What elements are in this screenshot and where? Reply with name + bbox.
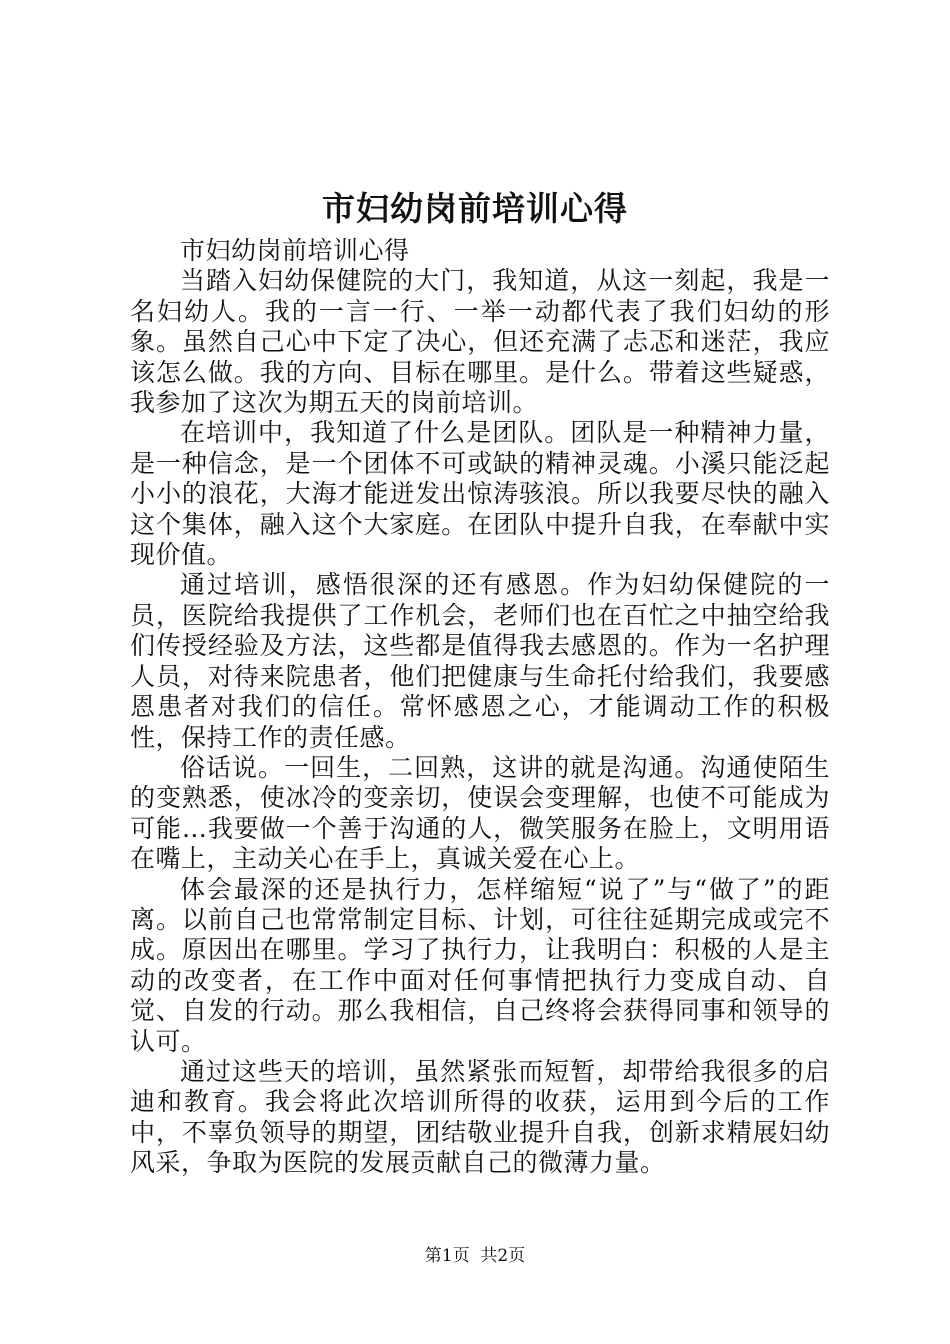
document-body xyxy=(130,236,830,1179)
paragraph: 通过培训，感悟很深的还有感恩。作为妇幼保健院的一员，医院给我提供了工作机会，老师们也在百忙之中抽空给我们传授经验及方法，这些都是值得我去感恩的。作为一名护理人员，对待来院患者，他们把健康与生命托付给我们，我要感恩患者对我们的信任。常怀感恩之心，才能调动工作的积极性，保持工作的责任感。 xyxy=(130,570,830,752)
paragraph-subtitle: 市妇幼岗前培训心得 xyxy=(180,236,410,265)
page-number: 第1页 共2页 xyxy=(424,1246,526,1266)
paragraph: 在培训中，我知道了什么是团队。团队是一种精神力量，是一种信念，是一个团体不可或缺的精神灵魂。小溪只能泛起小小的浪花，大海才能迸发出惊涛骇浪。所以我要尽快的融入这个集体，融入这个大家庭。在团队中提升自我，在奉献中实现价值。 xyxy=(130,418,830,570)
paragraph: 体会最深的还是执行力，怎样缩短“说了”与“做了”的距离。以前自己也常常制定目标、计划，可往往延期完成或完不成。原因出在哪里。学习了执行力，让我明白：积极的人是主动的改变者，在工作中面对任何事情把执行力变成自动、自觉、自发的行动。那么我相信，自己终将会获得同事和领导的认可。 xyxy=(130,874,830,1056)
document-title: 市妇幼岗前培训心得 xyxy=(322,189,628,228)
page-footer xyxy=(0,1244,950,1268)
paragraph: 俗话说。一回生，二回熟，这讲的就是沟通。沟通使陌生的变熟悉，使冰冷的变亲切，使误会变理解，也使不可能成为可能…我要做一个善于沟通的人，微笑服务在脸上，文明用语在嘴上，主动关心在手上，真诚关爱在心上。 xyxy=(130,752,830,874)
paragraph: 当踏入妇幼保健院的大门，我知道，从这一刻起，我是一名妇幼人。我的一言一行、一举一动都代表了我们妇幼的形象。虽然自己心中下定了决心，但还充满了忐忑和迷茫，我应该怎么做。我的方向、目标在哪里。是什么。带着这些疑惑，我参加了这次为期五天的岗前培训。 xyxy=(130,266,830,418)
paragraph: 通过这些天的培训，虽然紧张而短暂，却带给我很多的启迪和教育。我会将此次培训所得的收获，运用到今后的工作中，不辜负领导的期望，团结敬业提升自我，创新求精展妇幼风采，争取为医院的发展贡献自己的微薄力量。 xyxy=(130,1056,830,1178)
